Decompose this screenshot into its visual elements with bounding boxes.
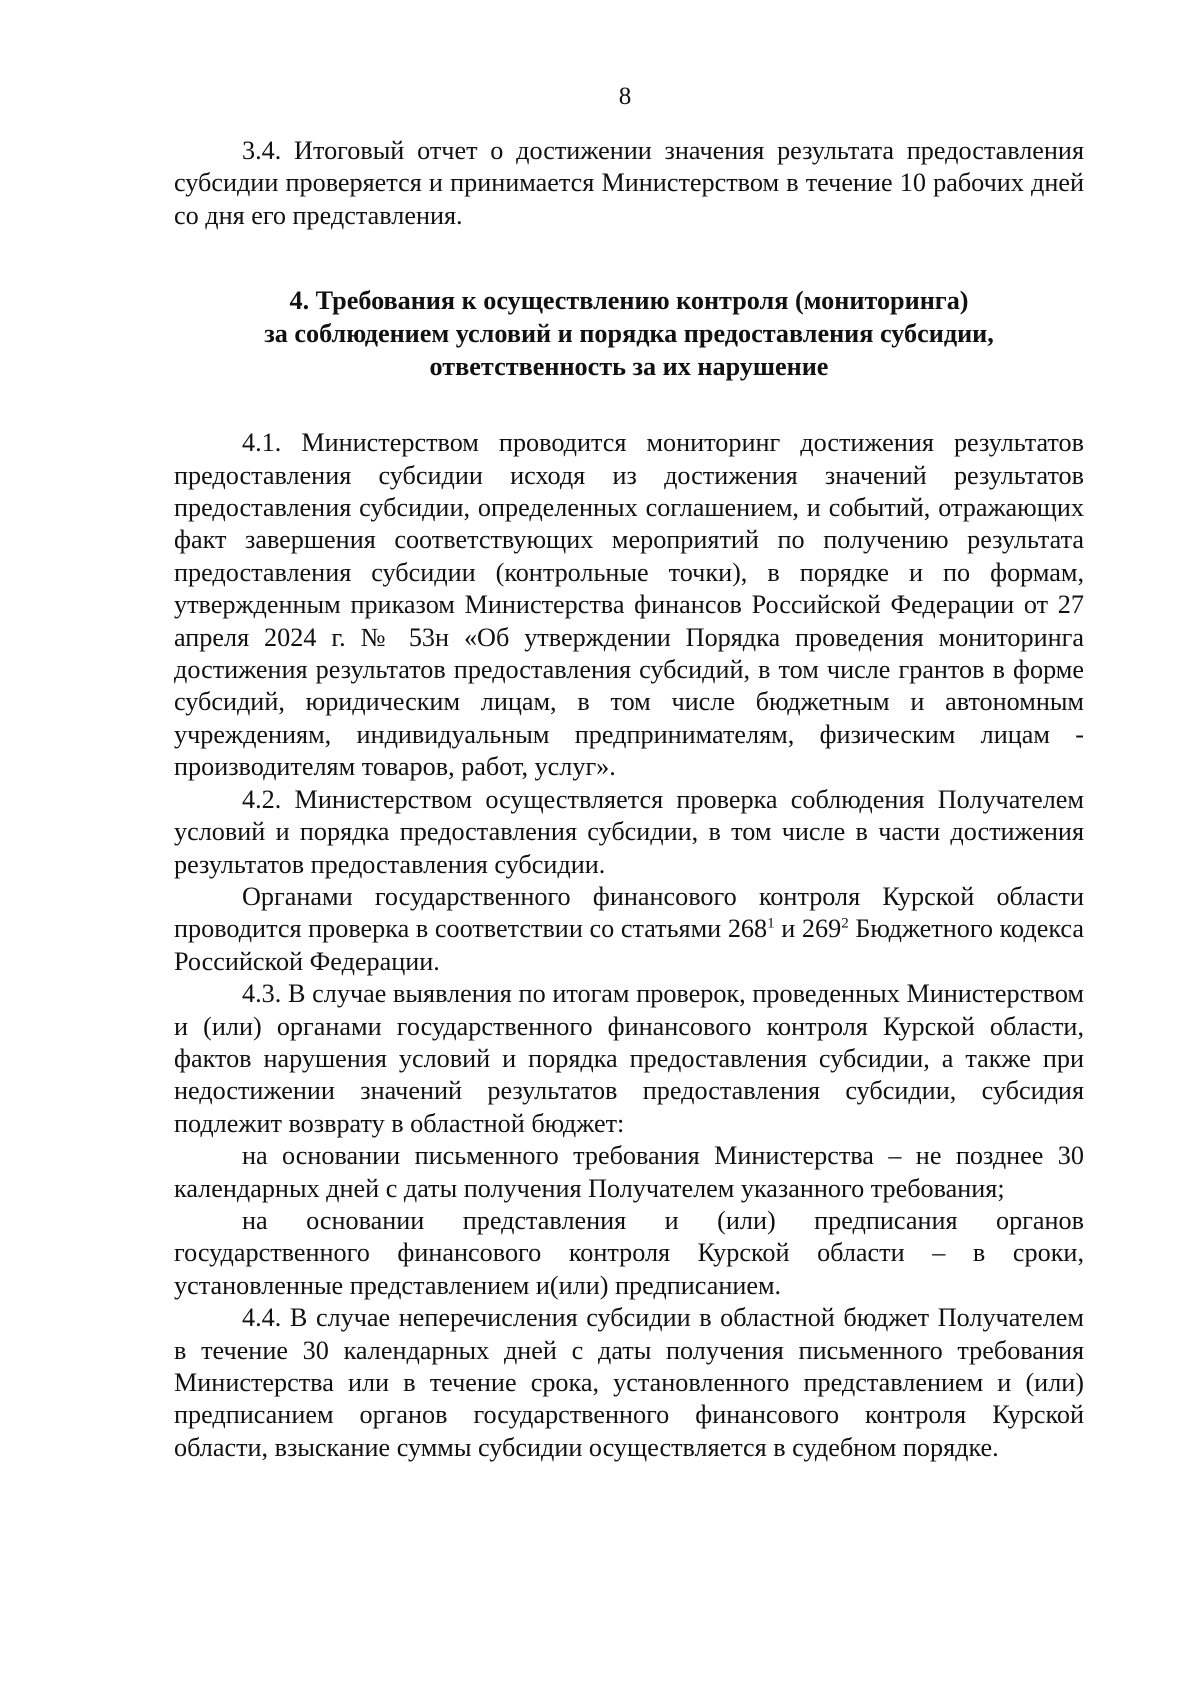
section-4-heading xyxy=(174,284,1084,383)
paragraph-4-3: 4.3. В случае выявления по итогам проверок, проведенных Министерством и (или) органами государственного финансового контроля Курской области, фактов нарушения условий и порядка предоставления субсидии, а также при недостижении значений результатов предоставления субсидии, субсидия подлежит возврату в областной бюджет: xyxy=(174,979,1084,1138)
paragraph-4-1: 4.1. Министерством проводится мониторинг достижения результатов предоставления субсидии исходя из достижения значений результатов предоставления субсидии, определенных соглашением, и событий, отражающих факт завершения соответствующих мероприятий по получению результата предоставления субсидии (контрольные точки), в порядке и по формам, утвержденным приказом Министерства финансов Российской Федерации от 27 апреля 2024 г. № 53н «Об утверждении Порядка проведения мониторинга достижения результатов предоставления субсидий, в том числе грантов в форме субсидий, юридическим лицам, в том числе бюджетным и автономным учреждениям, индивидуальным предпринимателям, физическим лицам - производителям товаров, работ, услуг». xyxy=(174,428,1084,782)
paragraph-4-3-item-a: на основании письменного требования Министерства – не позднее 30 календарных дней с даты получения Получателем указанного требования; xyxy=(174,1141,1084,1203)
paragraph-text: Органами государственного финансового контроля Курской области проводится проверка в соответствии со статьями 268 xyxy=(174,881,1084,944)
spacer xyxy=(174,383,1084,427)
document-body xyxy=(174,135,1084,1464)
paragraph-text: Бюджетного кодекса Российской Федерации. xyxy=(174,914,1084,976)
footnote-superscript: 2 xyxy=(841,915,849,932)
paragraph-3-4: 3.4. Итоговый отчет о достижении значения результата предоставления субсидии проверяется и принимается Министерством в течение 10 рабочих дней со дня его представления. xyxy=(174,136,1084,230)
paragraph-4-2: 4.2. Министерством осуществляется проверка соблюдения Получателем условий и порядка предоставления субсидии, в том числе в части достижения результатов предоставления субсидии. xyxy=(174,784,1084,879)
paragraph-4-3-item-b: на основании представления и (или) предписания органов государственного финансового контроля Курской области – в сроки, установленные представлением и(или) предписанием. xyxy=(174,1205,1084,1300)
footnote-superscript: 1 xyxy=(767,915,775,932)
paragraph-4-2-control xyxy=(174,881,1084,978)
page-number: 8 xyxy=(618,83,632,110)
paragraph-4-4: 4.4. В случае неперечисления субсидии в областной бюджет Получателем в течение 30 календарных дней с даты получения письменного требования Министерства или в течение срока, установленного представлением и (или) предписанием органов государственного финансового контроля Курской области, взыскание суммы субсидии осуществляется в судебном порядке. xyxy=(174,1303,1084,1462)
heading-line: 4. Требования к осуществлению контроля (мониторинга) xyxy=(289,286,969,316)
heading-line: за соблюдением условий и порядка предоставления субсидии, xyxy=(264,319,994,349)
paragraph-text: и 269 xyxy=(774,914,842,944)
heading-line: ответственность за их нарушение xyxy=(429,352,829,382)
spacer xyxy=(174,232,1084,284)
